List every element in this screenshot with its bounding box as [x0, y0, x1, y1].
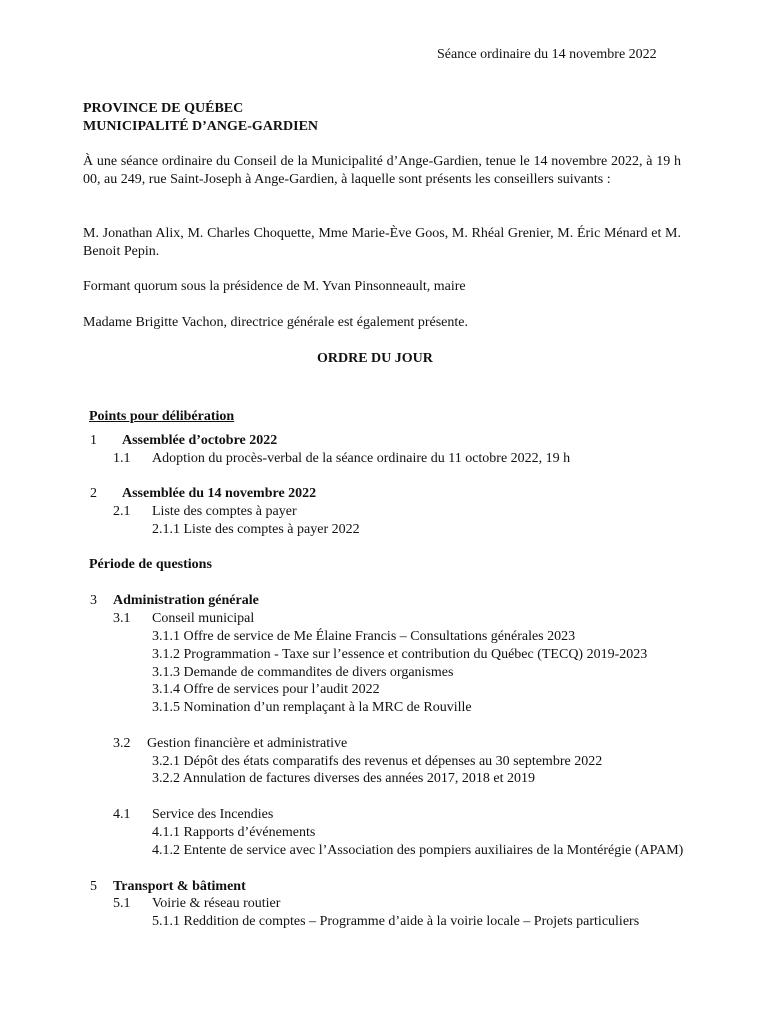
- item-3-2-text: Gestion financière et administrative: [147, 736, 348, 751]
- agenda-title: ORDRE DU JOUR: [317, 351, 433, 366]
- item-5-1-text: Voirie & réseau routier: [152, 896, 281, 911]
- director-paragraph: Madame Brigitte Vachon, directrice générale est également présente.: [83, 315, 468, 330]
- item-4-1-text: Service des Incendies: [152, 807, 274, 822]
- item-3-2-1: 3.2.1 Dépôt des états comparatifs des revenus et dépenses au 30 septembre 2022: [152, 754, 603, 769]
- section-1-title: Assemblée d’octobre 2022: [122, 433, 278, 448]
- section-5-title: Transport & bâtiment: [113, 879, 246, 894]
- item-3-1-3: 3.1.3 Demande de commandites de divers organismes: [152, 665, 454, 680]
- item-5-1-number: 5.1: [113, 896, 131, 911]
- deliberation-heading: Points pour délibération: [89, 409, 235, 424]
- item-1-1-number: 1.1: [113, 451, 131, 466]
- section-2-number: 2: [90, 486, 97, 501]
- item-3-1-1: 3.1.1 Offre de service de Me Élaine Francis – Consultations générales 2023: [152, 629, 576, 644]
- item-3-1-5: 3.1.5 Nomination d’un remplaçant à la MRC de Rouville: [152, 700, 472, 715]
- item-2-1-text: Liste des comptes à payer: [152, 504, 297, 519]
- item-2-1-1: 2.1.1 Liste des comptes à payer 2022: [152, 522, 360, 537]
- item-3-1-number: 3.1: [113, 611, 131, 626]
- item-3-2-number: 3.2: [113, 736, 131, 751]
- municipality-heading: MUNICIPALITÉ D’ANGE-GARDIEN: [83, 119, 319, 134]
- item-3-2-2: 3.2.2 Annulation de factures diverses des années 2017, 2018 et 2019: [152, 771, 535, 786]
- section-1-number: 1: [90, 433, 97, 448]
- item-3-1-text: Conseil municipal: [152, 611, 255, 626]
- item-3-1-2: 3.1.2 Programmation - Taxe sur l’essence et contribution du Québec (TECQ) 2019-2023: [152, 647, 648, 662]
- province-heading: PROVINCE DE QUÉBEC: [83, 101, 244, 116]
- section-3-number: 3: [90, 593, 97, 608]
- item-4-1-1: 4.1.1 Rapports d’événements: [152, 825, 316, 840]
- intro-paragraph: À une séance ordinaire du Conseil de la Municipalité d’Ange-Gardien, tenue le 14 novembre 2022, à 19 h 00, au 249, rue Saint-Joseph à Ange-Gardien, à laquelle sont présents les conseillers suivants :: [83, 154, 681, 187]
- section-5-number: 5: [90, 879, 97, 894]
- section-2-title: Assemblée du 14 novembre 2022: [122, 486, 317, 501]
- section-3-title: Administration générale: [113, 593, 259, 608]
- questions-heading: Période de questions: [89, 557, 212, 572]
- session-header: Séance ordinaire du 14 novembre 2022: [437, 47, 657, 62]
- councillors-paragraph: M. Jonathan Alix, M. Charles Choquette, Mme Marie-Ève Goos, M. Rhéal Grenier, M. Éric Ménard et M. Benoit Pepin.: [83, 226, 681, 259]
- item-1-1-text: Adoption du procès-verbal de la séance ordinaire du 11 octobre 2022, 19 h: [152, 451, 571, 466]
- item-4-1-2: 4.1.2 Entente de service avec l’Association des pompiers auxiliaires de la Montérégie (APAM): [152, 843, 684, 858]
- item-4-1-number: 4.1: [113, 807, 131, 822]
- item-2-1-number: 2.1: [113, 504, 131, 519]
- quorum-paragraph: Formant quorum sous la présidence de M. Yvan Pinsonneault, maire: [83, 279, 466, 294]
- item-3-1-4: 3.1.4 Offre de services pour l’audit 2022: [152, 682, 380, 697]
- item-5-1-1: 5.1.1 Reddition de comptes – Programme d’aide à la voirie locale – Projets particuliers: [152, 914, 640, 929]
